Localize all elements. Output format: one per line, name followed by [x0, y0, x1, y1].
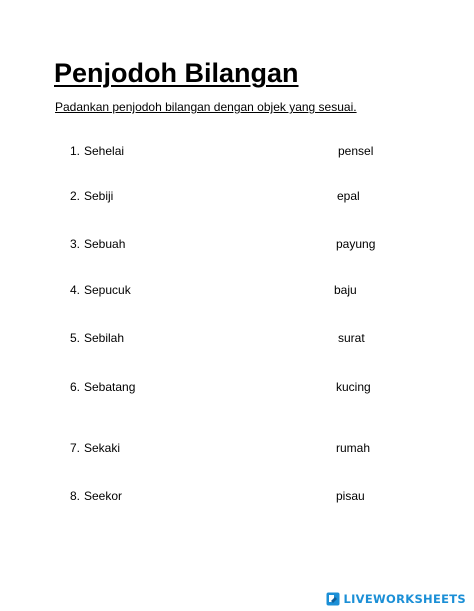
- item-classifier: Sepucuk: [84, 283, 131, 297]
- list-item: [0, 189, 474, 209]
- item-number: 4.: [70, 283, 81, 297]
- item-classifier: Sehelai: [84, 144, 125, 158]
- worksheet-title: Penjodoh Bilangan: [54, 58, 299, 88]
- item-object: pensel: [338, 144, 374, 158]
- item-classifier: Sebiji: [84, 189, 114, 203]
- list-item: [0, 237, 474, 257]
- item-classifier: Sebuah: [84, 237, 126, 251]
- item-classifier: Sekaki: [84, 441, 121, 455]
- item-object: surat: [338, 331, 365, 345]
- list-item: [0, 283, 474, 303]
- liveworksheets-footer: [326, 591, 466, 607]
- item-classifier: Seekor: [84, 489, 123, 503]
- worksheet-instruction: Padankan penjodoh bilangan dengan objek yang sesuai.: [55, 100, 357, 114]
- item-object: baju: [334, 283, 357, 297]
- item-number: 3.: [70, 237, 81, 251]
- list-item: [0, 144, 474, 164]
- list-item: [0, 489, 474, 509]
- item-number: 7.: [70, 441, 81, 455]
- liveworksheets-logo-icon: [326, 592, 340, 606]
- item-number: 2.: [70, 189, 81, 203]
- item-object: rumah: [336, 441, 371, 455]
- item-number: 8.: [70, 489, 81, 503]
- item-number: 5.: [70, 331, 81, 345]
- item-number: 6.: [70, 380, 81, 394]
- item-object: kucing: [336, 380, 371, 394]
- item-object: epal: [337, 189, 360, 203]
- list-item: [0, 331, 474, 351]
- item-object: pisau: [336, 489, 365, 503]
- brand-label: LIVEWORKSHEETS: [343, 592, 466, 606]
- item-number: 1.: [70, 144, 81, 158]
- list-item: [0, 441, 474, 461]
- item-classifier: Sebatang: [84, 380, 136, 394]
- item-classifier: Sebilah: [84, 331, 125, 345]
- item-object: payung: [336, 237, 376, 251]
- list-item: [0, 380, 474, 400]
